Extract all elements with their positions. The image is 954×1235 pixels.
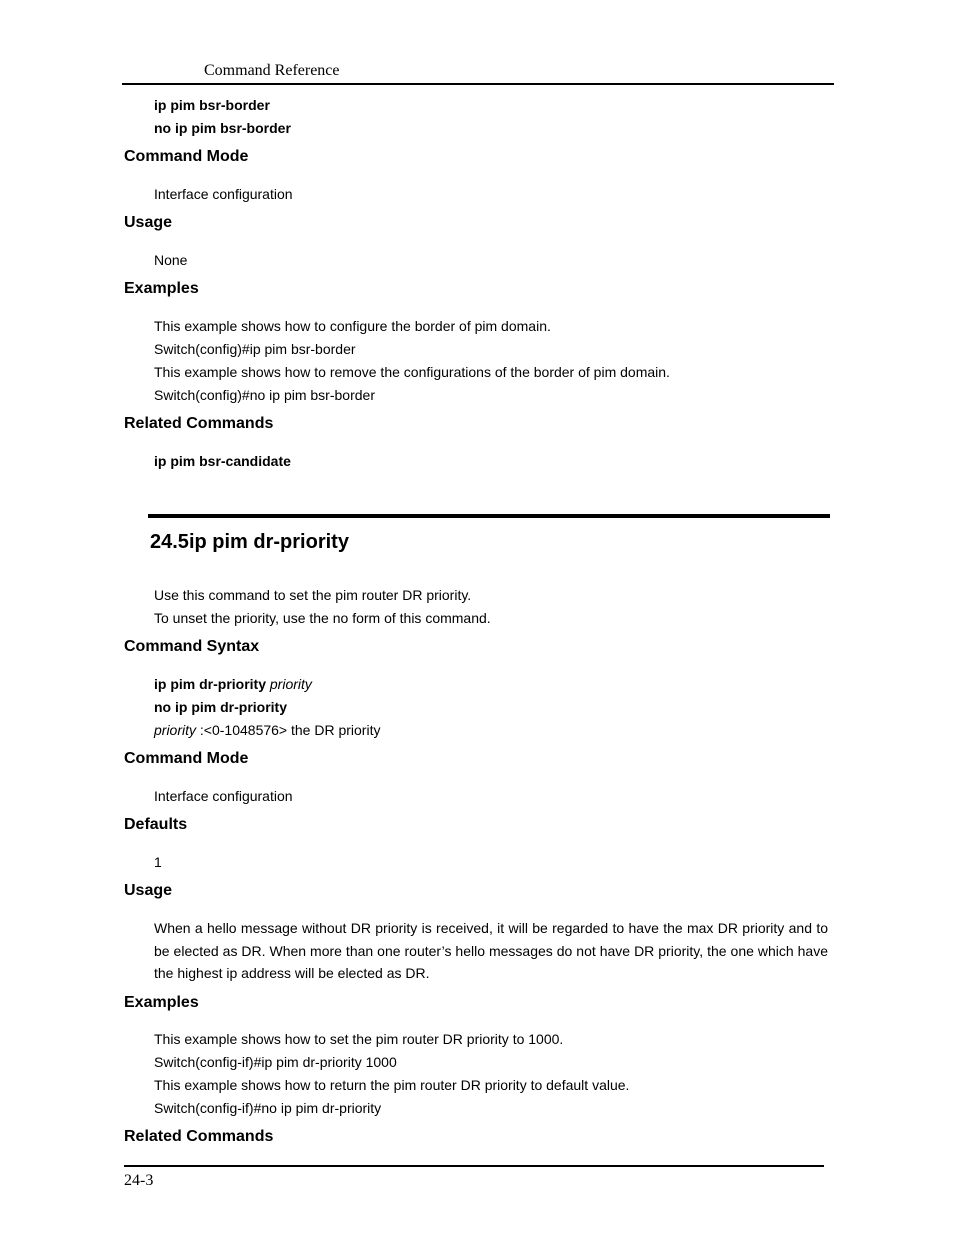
syntax-line: ip pim bsr-border bbox=[154, 97, 270, 113]
page-number: 24-3 bbox=[124, 1172, 154, 1189]
footer-rule bbox=[124, 1165, 824, 1167]
heading-related-commands: Related Commands bbox=[124, 1128, 274, 1145]
example-line: Switch(config-if)#ip pim dr-priority 1000 bbox=[154, 1054, 397, 1070]
heading-examples: Examples bbox=[124, 994, 199, 1011]
heading-command-syntax: Command Syntax bbox=[124, 638, 260, 655]
example-line: This example shows how to return the pim router DR priority to default value. bbox=[154, 1077, 630, 1093]
example-line: Switch(config)#ip pim bsr-border bbox=[154, 341, 356, 357]
usage-text: None bbox=[154, 252, 188, 268]
example-line: This example shows how to configure the border of pim domain. bbox=[154, 318, 551, 334]
heading-defaults: Defaults bbox=[124, 816, 188, 833]
syntax-argument: priority bbox=[269, 676, 312, 692]
heading-usage: Usage bbox=[124, 882, 173, 899]
syntax-no-line: no ip pim dr-priority bbox=[154, 699, 287, 715]
syntax-line: no ip pim bsr-border bbox=[154, 120, 291, 136]
syntax-command: ip pim dr-priority bbox=[154, 676, 266, 692]
related-command: ip pim bsr-candidate bbox=[154, 453, 291, 469]
heading-related-commands: Related Commands bbox=[124, 415, 274, 432]
section-rule bbox=[148, 514, 830, 518]
usage-paragraph: When a hello message without DR priority is received, it will be regarded to have the max DR priority and to be elected as DR. When more than one router’s hello messages do not have DR priority, the one which have the highest ip address will be elected as DR. bbox=[154, 920, 828, 982]
example-line: This example shows how to set the pim router DR priority to 1000. bbox=[154, 1031, 564, 1047]
command-mode-text: Interface configuration bbox=[154, 186, 293, 202]
heading-examples: Examples bbox=[124, 280, 199, 297]
heading-usage: Usage bbox=[124, 214, 173, 231]
parameter-name: priority bbox=[154, 722, 197, 738]
example-line: This example shows how to remove the configurations of the border of pim domain. bbox=[154, 364, 670, 380]
parameter-line bbox=[154, 722, 380, 738]
syntax-line bbox=[154, 676, 312, 692]
example-line: Switch(config)#no ip pim bsr-border bbox=[154, 387, 375, 403]
section-number: 24.5 bbox=[150, 531, 189, 553]
parameter-description: :<0-1048576> the DR priority bbox=[199, 722, 381, 738]
description-line: To unset the priority, use the no form of this command. bbox=[154, 610, 491, 626]
description-line: Use this command to set the pim router DR priority. bbox=[154, 587, 472, 603]
heading-command-mode: Command Mode bbox=[124, 750, 249, 767]
section-title bbox=[150, 531, 349, 554]
command-mode-text: Interface configuration bbox=[154, 788, 293, 804]
example-line: Switch(config-if)#no ip pim dr-priority bbox=[154, 1100, 382, 1116]
defaults-text: 1 bbox=[154, 854, 162, 870]
heading-command-mode: Command Mode bbox=[124, 148, 249, 165]
running-header: Command Reference bbox=[204, 62, 340, 79]
section-title-text: ip pim dr-priority bbox=[188, 531, 349, 553]
header-rule bbox=[122, 83, 834, 85]
